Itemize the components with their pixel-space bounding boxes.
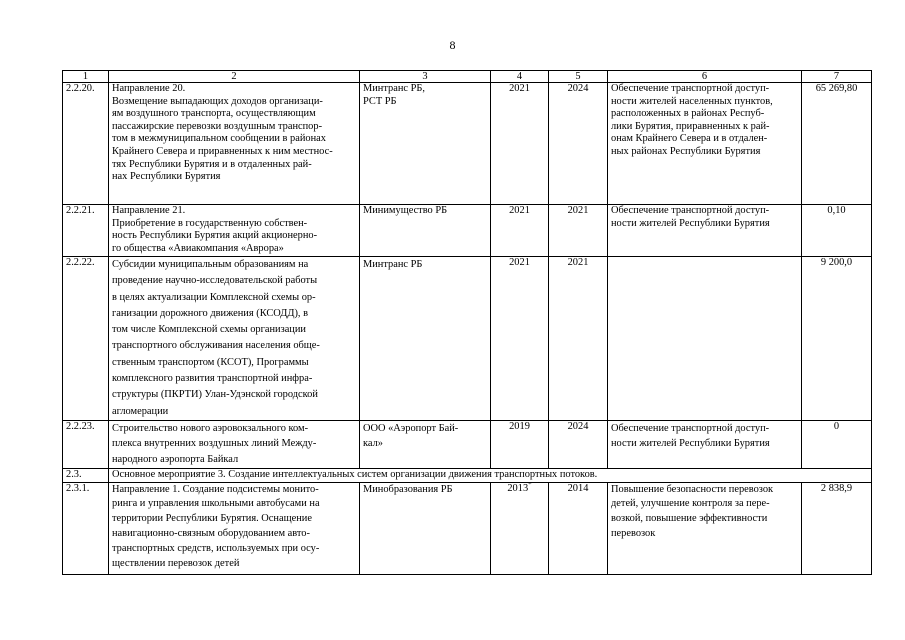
text-line: тях Республики Бурятия и в отдаленных рай- <box>112 158 312 170</box>
text-line: том в межмуниципальном сообщении в районах <box>112 133 326 145</box>
section-title: Основное мероприятие 3. Создание интеллектуальных систем организации движения транспортных потоков. <box>109 468 872 482</box>
footnote-mark: * <box>528 482 532 489</box>
header-cell: 3 <box>360 71 491 83</box>
table-header-row <box>63 71 872 83</box>
table-row <box>63 257 872 421</box>
text-line: лики Бурятия, приравненных к рай- <box>611 120 770 132</box>
text-line: Минтранс РБ <box>363 259 423 270</box>
row-executor <box>360 257 491 421</box>
table-row <box>63 205 872 257</box>
header-cell: 5 <box>549 71 608 83</box>
row-result <box>608 257 802 421</box>
text-line: кал» <box>363 438 383 450</box>
text-line: ринга и управления школьными автобусами на <box>112 498 320 510</box>
text-line: Минтранс РБ, <box>363 83 425 94</box>
text-line: Обеспечение транспортной доступ- <box>611 83 770 94</box>
table-row-section <box>63 468 872 482</box>
text-line: пассажирские перевозки воздушным транспор- <box>112 120 323 132</box>
row-executor <box>360 420 491 468</box>
text-line: территории Республики Бурятия. Оснащение <box>112 513 312 525</box>
text-line: ность Республики Бурятия акций акционерно- <box>112 230 318 242</box>
row-description <box>109 205 360 257</box>
text-line: комплексного развития транспортной инфра- <box>112 373 313 385</box>
row-start-year: 2021 <box>491 83 549 205</box>
row-amount: 9 200,0 <box>802 257 872 421</box>
text-line: Направление 21. <box>112 205 186 216</box>
row-end-year: 2021 <box>549 205 608 257</box>
text-line: Строительство нового аэровокзального ком- <box>112 422 309 434</box>
text-line: ственным транспортом (КСОТ), Программы <box>112 356 309 368</box>
text-line: Минобразования РБ <box>363 483 453 495</box>
text-line: го общества «Авиакомпания «Аврора» <box>112 242 284 254</box>
table-row <box>63 83 872 205</box>
header-cell: 1 <box>63 71 109 83</box>
text-line: Крайнего Севера и приравненных к ним местнос- <box>112 145 333 157</box>
text-line: Минимущество РБ <box>363 205 448 216</box>
text-line: транспортных средств, используемых при осу- <box>112 542 320 554</box>
text-line: ности жителей Республики Бурятия <box>611 438 770 450</box>
text-line: плекса внутренних воздушных линий Между- <box>112 438 317 450</box>
header-cell: 2 <box>109 71 360 83</box>
text-line: навигационно-связным оборудованием авто- <box>112 527 310 539</box>
row-end-year: 2021 <box>549 257 608 421</box>
row-description <box>109 83 360 205</box>
row-amount: 65 269,80 <box>802 83 872 205</box>
row-executor <box>360 482 491 574</box>
row-description <box>109 482 360 574</box>
row-number: 2.3. <box>63 468 109 482</box>
row-result <box>608 482 802 574</box>
text-line: перевозок <box>611 527 656 539</box>
row-description <box>109 257 360 421</box>
table-row <box>63 482 872 574</box>
row-end-year: 2024 <box>549 83 608 205</box>
text-line: Направление 20. <box>112 83 186 94</box>
text-line: Приобретение в государственную собствен- <box>112 217 308 229</box>
row-executor <box>360 205 491 257</box>
text-line: ям воздушного транспорта, осуществляющим <box>112 108 316 120</box>
text-line: ООО «Аэропорт Бай- <box>363 422 459 434</box>
row-executor <box>360 83 491 205</box>
text-line: ганизации дорожного движения (КСОДД), в <box>112 307 309 319</box>
text-line: Обеспечение транспортной доступ- <box>611 422 770 434</box>
text-line: ности жителей населенных пунктов, <box>611 95 773 107</box>
text-line: Направление 1. Создание подсистемы монито- <box>112 483 319 495</box>
row-amount: 0 <box>802 420 872 468</box>
row-start-year: 2021 <box>491 257 549 421</box>
text-line: том числе Комплексной схемы организации <box>112 324 306 336</box>
row-result <box>608 205 802 257</box>
text-line: возкой, повышение эффективности <box>611 513 768 525</box>
row-end-year: 2024 <box>549 420 608 468</box>
row-number: 2.2.21. <box>63 205 109 257</box>
text-line: народного аэропорта Байкал <box>112 453 239 465</box>
text-line: структуры (ПКРТИ) Улан-Удэнской городской <box>112 389 318 401</box>
text-line: Возмещение выпадающих доходов организаци- <box>112 95 323 107</box>
text-line: проведение научно-исследовательской работы <box>112 275 318 287</box>
text-line: Субсидии муниципальным образованиям на <box>112 259 309 270</box>
text-line: Обеспечение транспортной доступ- <box>611 205 770 216</box>
text-line: расположенных в районах Респуб- <box>611 108 765 120</box>
page-number: 8 <box>449 38 456 52</box>
program-table <box>62 70 872 575</box>
text-line: агломерации <box>112 405 169 417</box>
table-row <box>63 420 872 468</box>
row-number: 2.2.22. <box>63 257 109 421</box>
text-line: ности жителей Республики Бурятия <box>611 217 770 229</box>
row-amount: 2 838,9 <box>802 482 872 574</box>
row-result <box>608 83 802 205</box>
text-line: Повышение безопасности перевозок <box>611 483 774 495</box>
text-line: нах Республики Бурятия <box>112 171 221 183</box>
header-cell: 6 <box>608 71 802 83</box>
text-line: ществлении перевозок детей <box>112 557 240 569</box>
text-line: в целях актуализации Комплексной схемы ор- <box>112 291 316 303</box>
header-cell: 7 <box>802 71 872 83</box>
row-number: 2.2.20. <box>63 83 109 205</box>
row-description <box>109 420 360 468</box>
row-start-year <box>491 482 549 574</box>
text-line: транспортного обслуживания населения обще- <box>112 340 320 352</box>
header-cell: 4 <box>491 71 549 83</box>
text-line: детей, улучшение контроля за пере- <box>611 498 770 510</box>
row-result <box>608 420 802 468</box>
text-line: ных районах Республики Бурятия <box>611 145 761 157</box>
row-start-year: 2019 <box>491 420 549 468</box>
text-line: онам Крайнего Севера и в отдален- <box>611 133 768 145</box>
row-end-year: 2014 <box>549 482 608 574</box>
row-number: 2.3.1. <box>63 482 109 574</box>
start-year-value: 2013 <box>507 482 529 494</box>
text-line: РСТ РБ <box>363 95 397 107</box>
row-start-year: 2021 <box>491 205 549 257</box>
row-amount: 0,10 <box>802 205 872 257</box>
row-number: 2.2.23. <box>63 420 109 468</box>
